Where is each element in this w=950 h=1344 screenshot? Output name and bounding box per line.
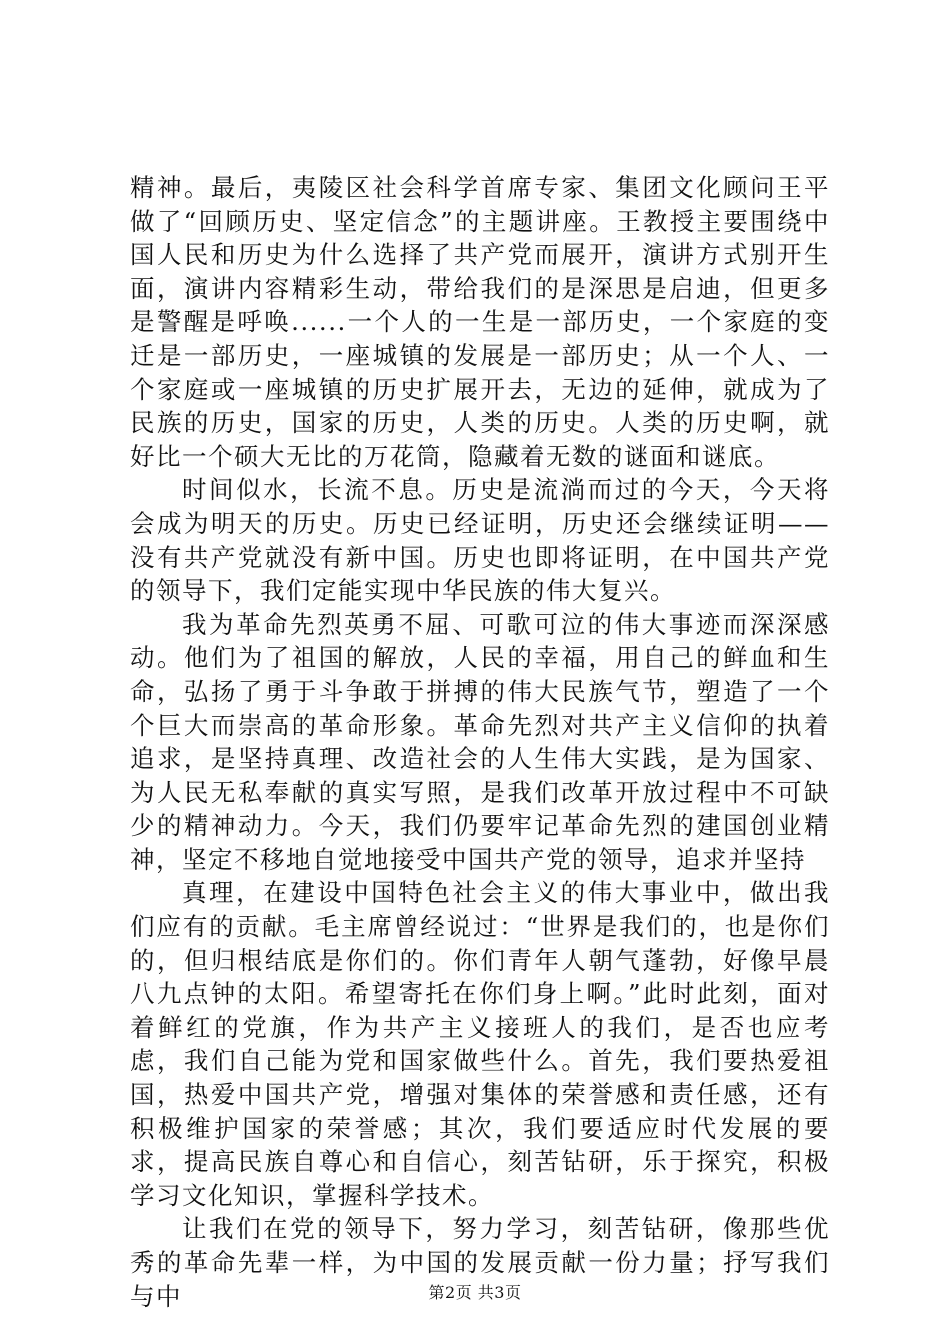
paragraph-4: 真理，在建设中国特色社会主义的伟大事业中，做出我们应有的贡献。毛主席曾经说过：“世界是我们的，也是你们的，但归根结底是你们的。你们青年人朝气蓬勃，好像早晨八九点钟的太阳。希望寄托在你们身上啊。”此时此刻，面对着鲜红的党旗，作为共产主义接班人的我们，是否也应考虑，我们自己能为党和国家做些什么。首先，我们要热爱祖国，热爱中国共产党，增强对集体的荣誉感和责任感，还有积极维护国家的荣誉感；其次，我们要适应时代发展的要求，提高民族自尊心和自信心，刻苦钻研，乐于探究，积极学习文化知识，掌握科学技术。 [130,878,830,1210]
document-body [130,171,830,1313]
paragraph-5: 让我们在党的领导下，努力学习，刻苦钻研，像那些优秀的革命先辈一样，为中国的发展贡献一份力量；抒写我们与中 [130,1214,830,1311]
paragraph-3: 我为革命先烈英勇不屈、可歌可泣的伟大事迹而深深感动。他们为了祖国的解放，人民的幸福，用自己的鲜血和生命，弘扬了勇于斗争敢于拼搏的伟大民族气节，塑造了一个个巨大而崇高的革命形象。革命先烈对共产主义信仰的执着追求，是坚持真理、改造社会的人生伟大实践，是为国家、为人民无私奉献的真实写照，是我们改革开放过程中不可缺少的精神动力。今天，我们仍要牢记革命先烈的建国创业精神，坚定不移地自觉地接受中国共产党的领导，追求并坚持 [130,609,830,874]
paragraph-2: 时间似水，长流不息。历史是流淌而过的今天，今天将会成为明天的历史。历史已经证明，历史还会继续证明——没有共产党就没有新中国。历史也即将证明，在中国共产党的领导下，我们定能实现中华民族的伟大复兴。 [130,475,830,606]
paragraph-1: 精神。最后，夷陵区社会科学首席专家、集团文化顾问王平做了“回顾历史、坚定信念”的主题讲座。王教授主要围绕中国人民和历史为什么选择了共产党而展开，演讲方式别开生面，演讲内容精彩生动，带给我们的是深思是启迪，但更多是警醒是呼唤......一个人的一生是一部历史，一个家庭的变迁是一部历史，一座城镇的发展是一部历史；从一个人、一个家庭或一座城镇的历史扩展开去，无边的延伸，就成为了民族的历史，国家的历史，人类的历史。人类的历史啊，就好比一个硕大无比的万花筒，隐藏着无数的谜面和谜底。 [130,173,830,471]
page-number-footer: 第2页 共3页 [428,1283,522,1302]
